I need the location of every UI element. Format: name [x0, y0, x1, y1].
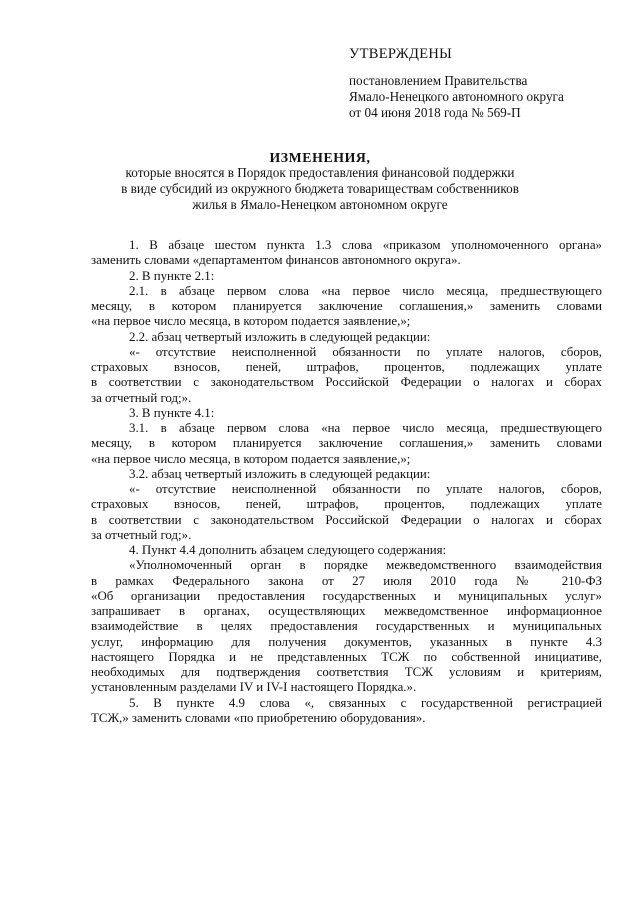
paragraph [91, 482, 602, 543]
paragraph [91, 345, 602, 406]
document-subtitle [0, 165, 640, 213]
paragraph [91, 558, 602, 695]
paragraph [91, 269, 602, 284]
subtitle-line: которые вносятся в Порядок предоставления финансовой поддержки [125, 165, 515, 180]
paragraph-line: услуг, информацию для получения документов, указанных в пункте 4.3 [91, 634, 602, 649]
paragraph-line: 4. Пункт 4.4 дополнить абзацем следующего содержания: [129, 543, 447, 557]
paragraph-line: запрашивает в органах, осуществляющих межведомственное информационное [91, 604, 602, 618]
approval-line: Ямало-Ненецкого автономного округа [349, 89, 564, 104]
paragraph-line: «- отсутствие неисполненной обязанности по уплате налогов, сборов, [129, 344, 602, 359]
paragraph-line: в соответствии с законодательством Российской Федерации о налогах и сборах [91, 375, 602, 390]
paragraph-line: за отчетный год;». [91, 527, 192, 542]
paragraph [91, 467, 602, 482]
subtitle-line: жилья в Ямало-Ненецком автономном округе [192, 197, 448, 212]
paragraph-line: «- отсутствие неисполненной обязанности по уплате налогов, сборов, [129, 482, 602, 496]
paragraph-line: месяцу, в котором планируется заключение соглашения,» заменить словами [91, 299, 602, 313]
paragraph [91, 284, 602, 330]
document-title: ИЗМЕНЕНИЯ, [269, 150, 371, 165]
paragraph-line: «на первое число месяца, в котором подается заявление,»; [91, 314, 411, 329]
paragraph-line: установленным разделами IV и IV-I настоящего Порядка.». [91, 680, 417, 695]
paragraph-line: настоящего Порядка и не представленных ТСЖ по собственной инициативе, [91, 649, 602, 664]
approval-title: УТВЕРЖДЕНЫ [349, 46, 453, 62]
paragraph-line: «Уполномоченный орган в порядке межведомственного взаимодействия [129, 558, 602, 573]
paragraph-line: 2. В пункте 2.1: [129, 268, 215, 283]
paragraph-line: в рамках Федерального закона от 27 июля 2010 года № 210-ФЗ [91, 573, 602, 588]
paragraph-line: 5. В пункте 4.9 слова «, связанных с государственной регистрацией [129, 695, 602, 710]
paragraph-line: за отчетный год;». [91, 390, 192, 405]
paragraph-line: 2.2. абзац четвертый изложить в следующей редакции: [129, 329, 431, 344]
paragraph-line: заменить словами «департаментом финансов автономного округа». [91, 253, 461, 268]
subtitle-line: в виде субсидий из окружного бюджета товариществам собственников [121, 181, 519, 196]
approval-block [349, 46, 629, 121]
paragraph-line: 2.1. в абзаце первом слова «на первое число месяца, предшествующего [129, 283, 602, 298]
paragraph-line: «Об организации предоставления государственных и муниципальных услуг» [91, 588, 602, 603]
paragraph-line: ТСЖ,» заменить словами «по приобретению оборудования». [91, 710, 426, 725]
paragraph-line: месяцу, в котором планируется заключение соглашения,» заменить словами [91, 436, 602, 451]
paragraph-line: 3. В пункте 4.1: [129, 405, 215, 420]
paragraph-line: необходимых для подтверждения соответствия ТСЖ условиям и критериям, [91, 665, 602, 679]
paragraph-line: 3.2. абзац четвертый изложить в следующей редакции: [129, 466, 431, 481]
paragraph [91, 696, 602, 727]
paragraph-line: 1. В абзаце шестом пункта 1.3 слова «приказом уполномоченного органа» [129, 238, 602, 252]
paragraph-line: 3.1. в абзаце первом слова «на первое число месяца, предшествующего [129, 421, 602, 435]
paragraph [91, 406, 602, 421]
document-body [91, 238, 602, 726]
approval-line: постановлением Правительства [349, 73, 528, 88]
paragraph-line: в соответствии с законодательством Российской Федерации о налогах и сборах [91, 512, 602, 527]
paragraph-line: взаимодействие в целях предоставления государственных и муниципальных [91, 619, 602, 634]
paragraph-line: страховых взносов, пеней, штрафов, процентов, подлежащих уплате [91, 497, 602, 512]
paragraph [91, 238, 602, 269]
paragraph [91, 330, 602, 345]
paragraph [91, 421, 602, 467]
approval-line: от 04 июня 2018 года № 569-П [349, 105, 521, 120]
paragraph-line: «на первое число месяца, в котором подается заявление,»; [91, 451, 411, 466]
paragraph-line: страховых взносов, пеней, штрафов, процентов, подлежащих уплате [91, 360, 602, 374]
paragraph [91, 543, 602, 558]
